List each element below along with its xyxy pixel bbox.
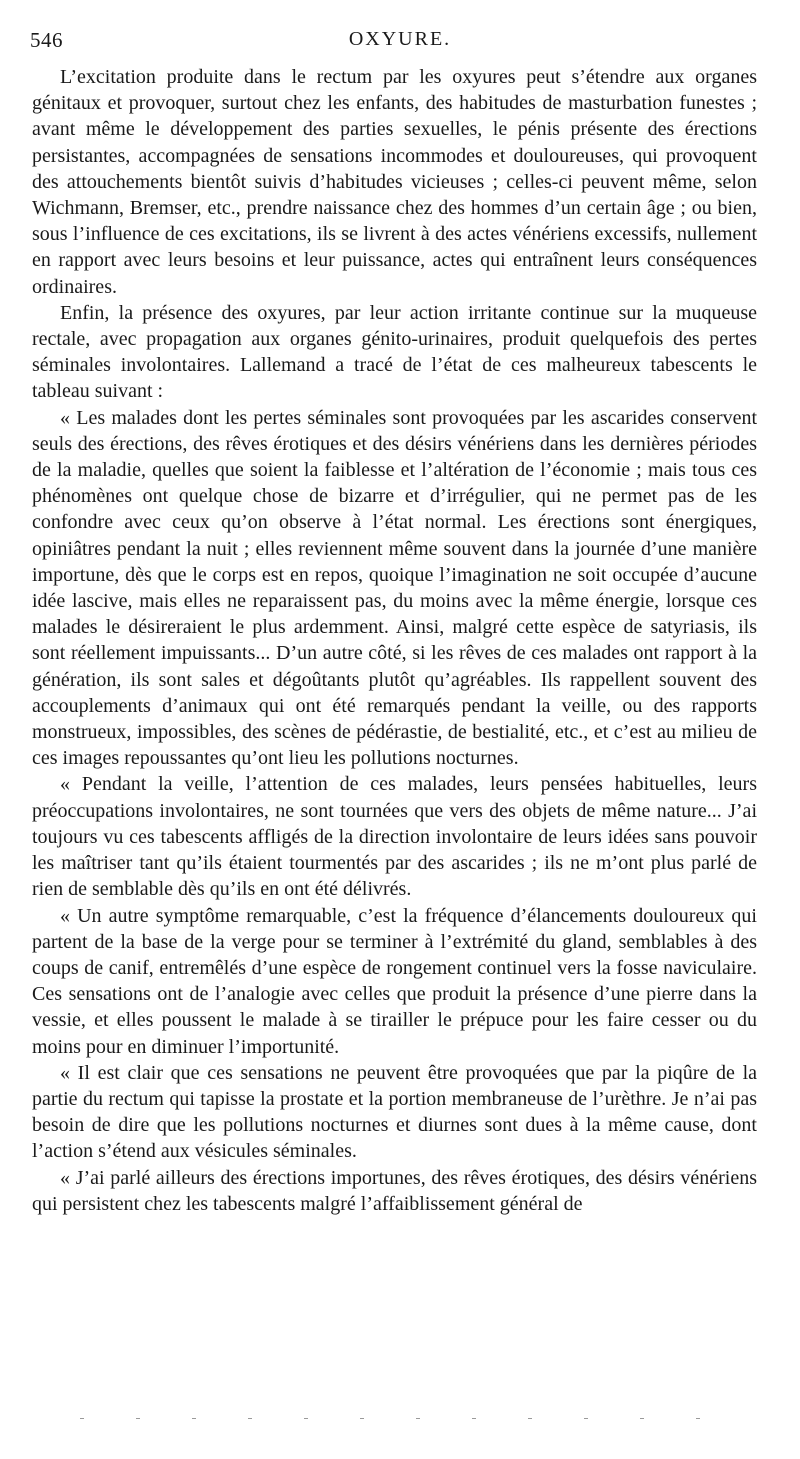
speck <box>528 1418 532 1419</box>
speck <box>696 1418 700 1419</box>
print-specks <box>80 1414 700 1422</box>
speck <box>640 1418 644 1419</box>
speck <box>248 1418 252 1419</box>
quote-paragraph-symptome: « Un autre symptôme remarquable, c’est la fréquence d’élancements douloureux qui partent de la base de la verge pour se terminer à l’extrémité du gland, semblables à des coups de canif, entremêlés d’une espèce de rongement continuel vers la fosse naviculaire. Ces sensations ont de l’analogie avec celles que produit la présence d’une pierre dans la vessie, et elles poussent le malade à se tirailler le prépuce pour les faire cesser ou du moins pour en diminuer l’importunité. <box>32 904 757 1058</box>
speck <box>416 1418 420 1419</box>
running-head <box>30 28 770 58</box>
paragraph-excitation: L’excitation produite dans le rectum par les oxyures peut s’étendre aux organes génitaux et provoquer, surtout chez les enfants, des habitudes de masturbation funestes ; avant même le développement des parties sexuelles, le pénis présente des érections persistantes, accompagnées de sensations incommodes et douloureuses, qui provoquent des attouchements bientôt suivis d’habitudes vicieuses ; celles-ci peuvent même, selon Wichmann, Bremser, etc., prendre naissance chez des hommes d’un certain âge ; ou bien, sous l’influence de ces excitations, ils se livrent à des actes vénériens excessifs, nullement en rapport avec leurs besoins et leur puissance, actes qui entraînent leurs conséquences ordinaires. <box>32 66 757 298</box>
speck <box>136 1418 140 1419</box>
speck <box>360 1418 364 1419</box>
quote-paragraph-ailleurs: « J’ai parlé ailleurs des érections importunes, des rêves érotiques, des désirs vénériens qui persistent chez les tabescents malgré l’affaiblissement général de <box>32 1166 757 1215</box>
speck <box>80 1418 84 1419</box>
speck <box>584 1418 588 1419</box>
paragraph-pertes-seminales: Enfin, la présence des oxyures, par leur action irritante continue sur la muqueuse rectale, avec propagation aux organes génito-urinaires, produit quelquefois des pertes séminales involontaires. Lallemand a tracé de l’état de ces malheureux tabescents le tableau suivant : <box>32 301 757 403</box>
quote-paragraph-veille: « Pendant la veille, l’attention de ces malades, leurs pensées habituelles, leurs préoccupations involontaires, ne sont tournées que vers des objets de même nature... J’ai toujours vu ces tabescents affligés de la direction involontaire de leurs idées sans pouvoir les maîtriser tant qu’ils étaient tourmentés par des ascarides ; ils ne m’ont plus parlé de rien de semblable dès qu’ils en ont été délivrés. <box>32 773 757 901</box>
quote-paragraph-piqure: « Il est clair que ces sensations ne peuvent être provoquées que par la piqûre de la partie du rectum qui tapisse la prostate et la portion membraneuse de l’urèthre. Je n’ai pas besoin de dire que les pollutions nocturnes et diurnes sont dues à la même cause, dont l’action s’étend aux vésicules séminales. <box>32 1061 757 1163</box>
speck <box>192 1418 196 1419</box>
quote-paragraph-malades: « Les malades dont les pertes séminales sont provoquées par les ascarides conservent seuls des érections, des rêves érotiques et des désirs vénériens dans les dernières périodes de la maladie, quelles que soient la faiblesse et l’altération de l’économie ; mais tous ces phénomènes ont quelque chose de bizarre et d’irrégulier, qui ne permet pas de les confondre avec ceux qu’on observe à l’état normal. Les érections sont énergiques, opiniâtres pendant la nuit ; elles reviennent même souvent dans la journée d’une manière importune, dès que le corps est en repos, quoique l’imagination ne soit occupée d’aucune idée lascive, mais elles ne reparaissent pas, du moins avec la même énergie, lorsque ces malades le désireraient le plus ardemment. Ainsi, malgré cette espèce de satyriasis, ils sont réellement impuissants... D’un autre côté, si les rêves de ces malades ont rapport à la génération, ils sont sales et dégoûtants plutôt qu’agréables. Ils rappellent souvent des accouplements d’animaux qui ont été remarqués pendant la veille, ou des rapports monstrueux, impossibles, des scènes de pédérastie, de bestialité, etc., et c’est au milieu de ces images repoussantes qu’ont lieu les pollutions nocturnes. <box>32 406 757 770</box>
speck <box>472 1418 476 1419</box>
page-number: 546 <box>30 28 63 52</box>
speck <box>304 1418 308 1419</box>
running-title: OXYURE. <box>348 28 452 50</box>
body-text <box>32 64 757 1217</box>
